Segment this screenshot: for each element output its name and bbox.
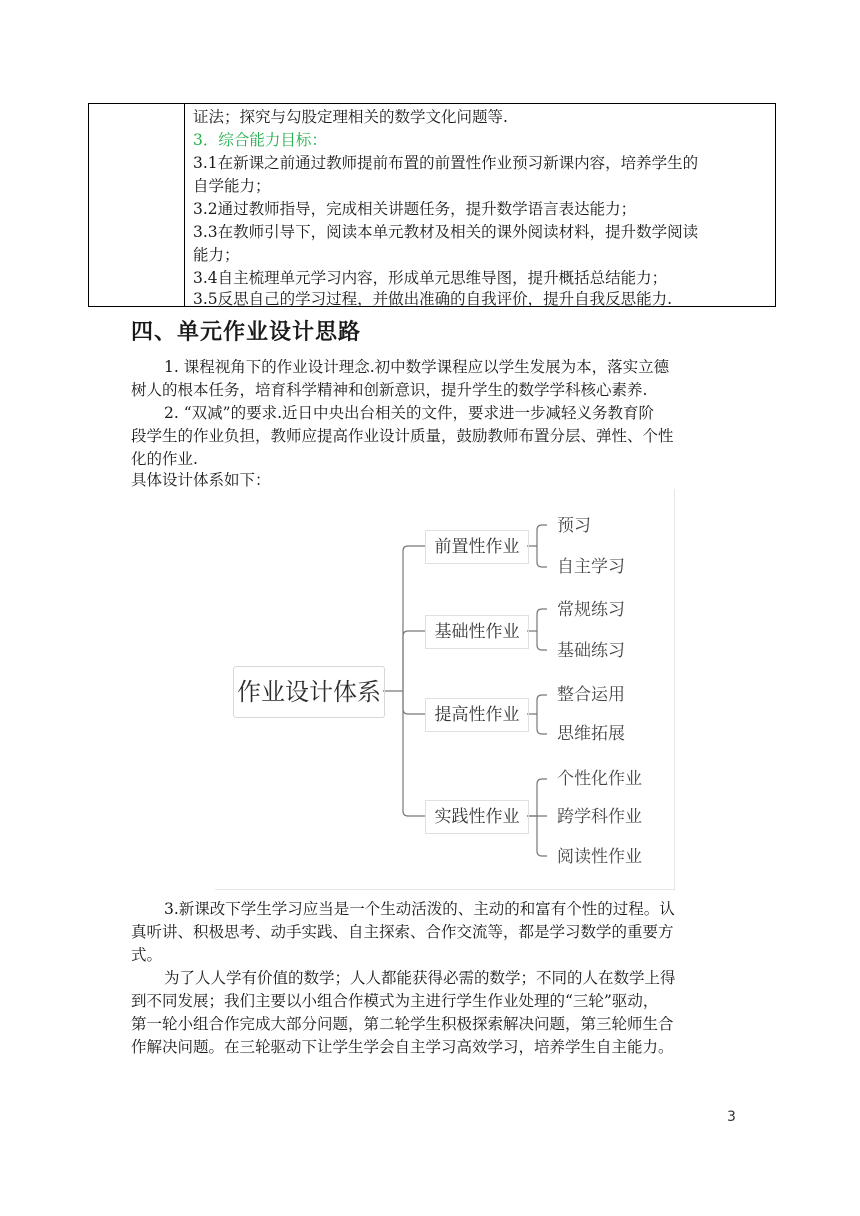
table-line: 能力； [193,246,240,264]
table-line: 3.1在新课之前通过教师提前布置的前置性作业预习新课内容，培养学生的 [193,154,699,172]
homework-system-mindmap [215,489,675,890]
objectives-table [88,103,776,307]
category-advanced-homework: 提高性作业 [425,698,529,732]
paragraph-line: 1. 课程视角下的作业设计理念.初中数学课程应以学生发展为本，落实立德 [164,358,670,376]
page-number: 3 [727,1109,736,1125]
leaf-item: 阅读性作业 [557,847,642,867]
paragraph-line: 第一轮小组合作完成大部分问题，第二轮学生积极探索解决问题，第三轮师生合 [131,1015,674,1033]
category-practice-homework: 实践性作业 [425,800,529,834]
paragraph-line: 作解决问题。在三轮驱动下让学生学会自主学习高效学习，培养学生自主能力。 [131,1038,674,1056]
table-line: 证法；探究与勾股定理相关的数学文化问题等. [193,108,508,126]
leaf-item: 思维拓展 [557,724,625,744]
leaf-item: 跨学科作业 [557,807,642,827]
category-basic-homework: 基础性作业 [425,615,529,649]
paragraph-line: 3.新课改下学生学习应当是一个生动活泼的、主动的和富有个性的过程。认 [164,900,675,918]
section-heading: 四、单元作业设计思路 [131,320,362,345]
leaf-item: 基础练习 [557,641,625,661]
leaf-item: 预习 [557,516,591,536]
paragraph-line: 树人的根本任务，培育科学精神和创新意识，提升学生的数学学科核心素养. [131,381,648,399]
leaf-item: 常规练习 [557,600,625,620]
paragraph-line: 为了人人学有价值的数学；人人都能获得必需的数学；不同的人在数学上得 [164,969,676,987]
paragraph-line: 式。 [131,946,163,964]
leaf-item: 自主学习 [557,557,625,577]
table-line: 3.3在教师引导下，阅读本单元教材及相关的课外阅读材料，提升数学阅读 [193,223,699,241]
table-line: 3.4自主梳理单元学习内容，形成单元思维导图，提升概括总结能力； [193,269,668,287]
leaf-item: 整合运用 [557,685,625,705]
category-preview-homework: 前置性作业 [425,530,529,564]
paragraph-line: 2. “双减”的要求.近日中央出台相关的文件，要求进一步减轻义务教育阶 [164,404,654,422]
paragraph-line: 具体设计体系如下： [131,471,271,489]
table-subheading: 3．综合能力目标： [193,131,327,149]
table-line: 3.2通过教师指导，完成相关讲题任务，提升数学语言表达能力； [193,200,637,218]
paragraph-line: 化的作业. [131,450,198,468]
mindmap-root: 作业设计体系 [233,666,385,718]
paragraph-line: 段学生的作业负担，教师应提高作业设计质量，鼓励教师布置分层、弹性、个性 [131,427,674,445]
table-line: 3.5反思自己的学习过程，并做出准确的自我评价，提升自我反思能力. [193,290,673,308]
paragraph-line: 真听讲、积极思考、动手实践、自主探索、合作交流等，都是学习数学的重要方 [131,923,674,941]
table-column-divider [184,104,185,306]
paragraph-line: 到不同发展；我们主要以小组合作模式为主进行学生作业处理的“三轮”驱动， [131,992,659,1010]
leaf-item: 个性化作业 [557,769,642,789]
table-line: 自学能力； [193,177,271,195]
